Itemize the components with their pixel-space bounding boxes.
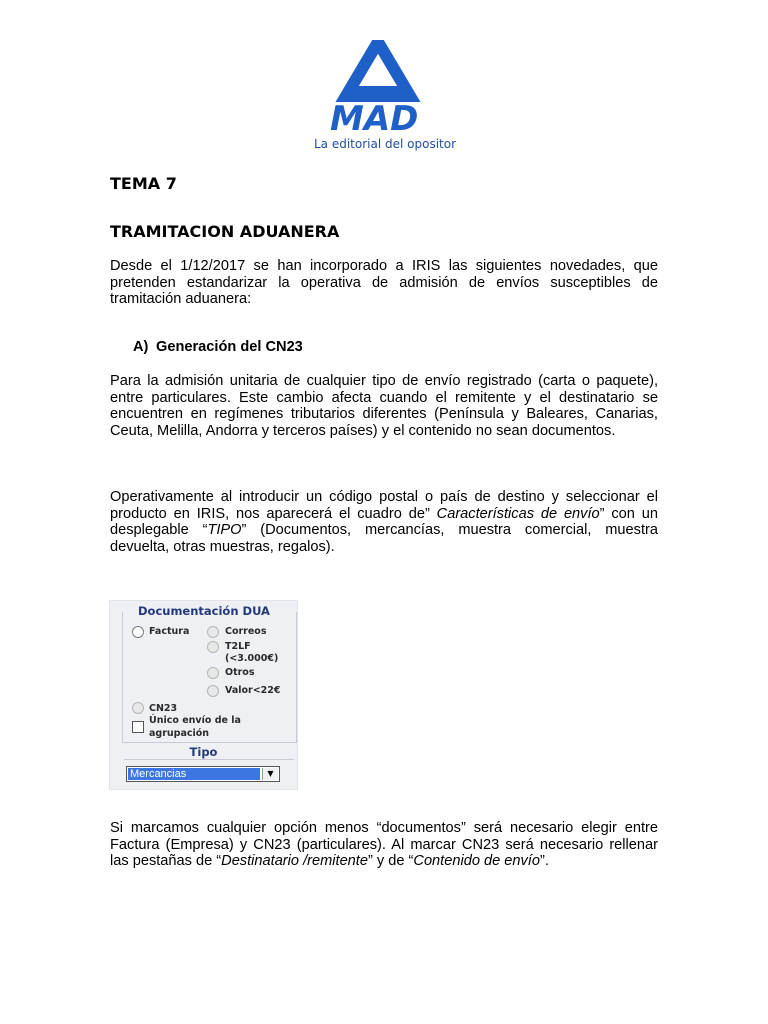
operativa-paragraph [110, 489, 658, 555]
otros-label: Otros [225, 667, 255, 678]
unico-envio-label: Único envío de la [149, 715, 241, 726]
factura-radio[interactable] [132, 626, 144, 638]
correos-label: Correos [225, 626, 267, 637]
section-heading [133, 339, 303, 355]
logo-tagline: La editorial del opositor [313, 137, 457, 151]
logo-wordmark: MAD [330, 99, 419, 132]
text-run: ” con un desplegable “ [110, 505, 658, 539]
tipo-select[interactable] [126, 766, 280, 782]
text-run: ” (Documentos, mercancías, muestra comercial, muestra devuelta, otras muestras, regalos). [110, 522, 658, 555]
tipo-divider [124, 759, 294, 760]
emphasis-run: Destinatario /remitente [221, 853, 368, 870]
text-run: Operativamente al introducir un código postal o país de destino y seleccionar el producto en IRIS, nos aparecerá el cuadro de” [110, 489, 658, 522]
text-run: ” y de “ [367, 853, 414, 870]
page-title: TRAMITACION ADUANERA [110, 222, 340, 241]
cn23-label: CN23 [149, 703, 178, 714]
topic-heading: TEMA 7 [110, 174, 177, 193]
tipo-selected-value: Mercancias [128, 768, 260, 780]
t2lf-label: T2LF [225, 641, 251, 652]
valor-label: Valor<22€ [225, 685, 281, 696]
unico-envio-checkbox[interactable] [132, 721, 144, 733]
text-run: ”. [539, 853, 549, 870]
emphasis-run: Contenido de envío [413, 853, 540, 870]
otros-radio[interactable] [207, 667, 219, 679]
intro-paragraph: Desde el 1/12/2017 se han incorporado a IRIS las siguientes novedades, que pretenden estandarizar la operativa de admisión de envíos susceptibles de tramitación aduanera: [110, 258, 658, 308]
unico-envio-label-2: agrupación [149, 728, 210, 739]
section-letter: A) [133, 339, 149, 355]
publisher-logo [300, 40, 470, 160]
emphasis-run: Características de envío [436, 505, 600, 522]
correos-radio[interactable] [207, 626, 219, 638]
t2lf-radio[interactable] [207, 641, 219, 653]
emphasis-run: TIPO [207, 522, 242, 539]
tipo-label: Tipo [189, 745, 218, 759]
factura-label: Factura [149, 626, 190, 637]
valor-radio[interactable] [207, 685, 219, 697]
cn23-paragraph: Para la admisión unitaria de cualquier tipo de envío registrado (carta o paquete), entre particulares. Este cambio afecta cuando el remitente y el destinatario se encuentren en regímenes tributarios diferentes (Península y Baleares, Canarias, Ceuta, Melilla, Andorra y terceros países) y el contenido no sean documentos. [110, 373, 658, 439]
cn23-radio[interactable] [132, 702, 144, 714]
dua-panel [109, 600, 298, 790]
dua-panel-title: Documentación DUA [138, 604, 270, 618]
chevron-down-icon[interactable]: ▼ [262, 768, 278, 780]
selection-paragraph [110, 820, 658, 870]
text-run: Si marcamos cualquier opción menos “documentos” será necesario elegir entre Factura (Empresa) y CN23 (particulares). Al marcar CN23 será necesario rellenar las pestañas de “ [110, 820, 658, 870]
mad-logo-icon [330, 40, 440, 132]
t2lf-label-limit: (<3.000€) [225, 653, 279, 664]
section-title: Generación del CN23 [156, 339, 303, 355]
